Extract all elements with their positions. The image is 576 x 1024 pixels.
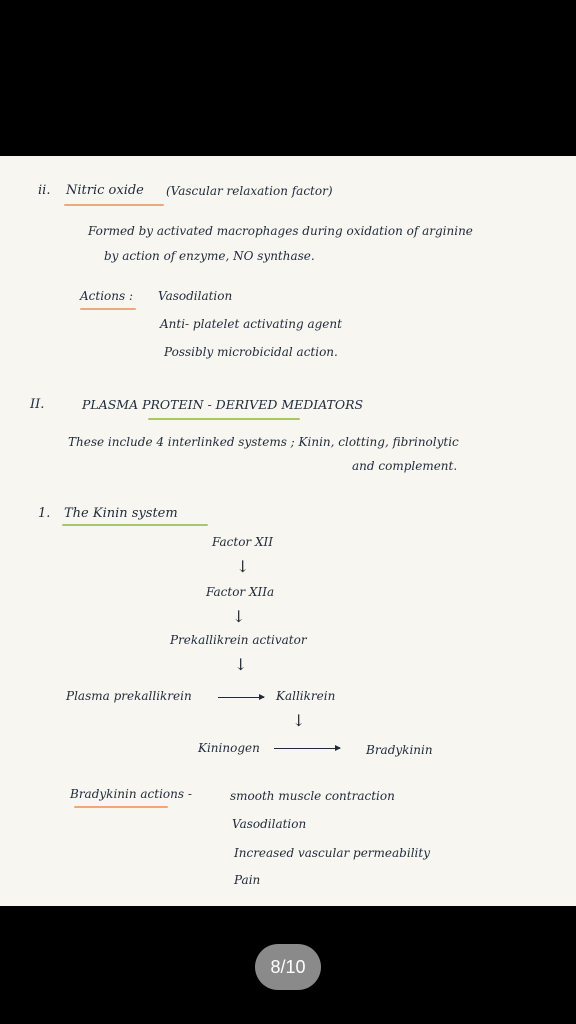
plasma-text-1: These include 4 interlinked systems ; Kinin, clotting, fibrinolytic	[68, 435, 459, 449]
prekallikrein-activator-label: Prekallikrein activator	[170, 633, 307, 647]
down-arrow-icon: ↓	[236, 557, 250, 576]
nitric-oxide-text-1: Formed by activated macrophages during oxidation of arginine	[88, 224, 473, 238]
bradykinin-action-3: Increased vascular permeability	[234, 846, 430, 860]
nitric-actions-label: Actions :	[80, 289, 134, 303]
nitric-oxide-heading: Nitric oxide	[66, 183, 144, 198]
bradykinin-action-2: Vasodilation	[232, 817, 307, 831]
kinin-number: 1.	[38, 506, 51, 521]
down-arrow-icon: ↓	[232, 607, 246, 626]
bradykinin-label: Bradykinin	[366, 743, 433, 757]
kinin-heading: The Kinin system	[64, 506, 178, 521]
nitric-action-1: Vasodilation	[158, 289, 233, 303]
bradykinin-action-4: Pain	[234, 873, 261, 887]
kallikrein-label: Kallikrein	[276, 689, 336, 703]
right-arrow-icon	[274, 748, 340, 749]
bradykinin-action-1: smooth muscle contraction	[230, 789, 395, 803]
kinin-underline	[62, 524, 208, 526]
nitric-oxide-text-2: by action of enzyme, NO synthase.	[104, 249, 315, 263]
plasma-section-number: II.	[30, 397, 45, 412]
factor-xii-label: Factor XII	[212, 535, 274, 549]
bradykinin-actions-underline	[74, 806, 168, 808]
right-arrow-icon	[218, 697, 264, 698]
nitric-action-3: Possibly microbicidal action.	[164, 345, 338, 359]
bradykinin-actions-label: Bradykinin actions -	[70, 787, 192, 801]
plasma-section-underline	[148, 418, 300, 420]
nitric-action-2: Anti- platelet activating agent	[160, 317, 342, 331]
nitric-actions-underline	[80, 308, 136, 310]
nitric-oxide-underline	[64, 204, 164, 206]
page-indicator: 8/10	[255, 944, 321, 990]
factor-xiia-label: Factor XIIa	[206, 585, 275, 599]
notes-page	[0, 156, 576, 906]
down-arrow-icon: ↓	[234, 655, 248, 674]
plasma-text-2: and complement.	[352, 459, 458, 473]
down-arrow-icon: ↓	[292, 711, 306, 730]
nitric-oxide-subtitle: (Vascular relaxation factor)	[166, 184, 333, 198]
plasma-section-heading: PLASMA PROTEIN - DERIVED MEDIATORS	[82, 397, 364, 412]
nitric-oxide-number: ii.	[38, 183, 51, 198]
kininogen-label: Kininogen	[198, 741, 260, 755]
plasma-prekallikrein-label: Plasma prekallikrein	[66, 689, 192, 703]
